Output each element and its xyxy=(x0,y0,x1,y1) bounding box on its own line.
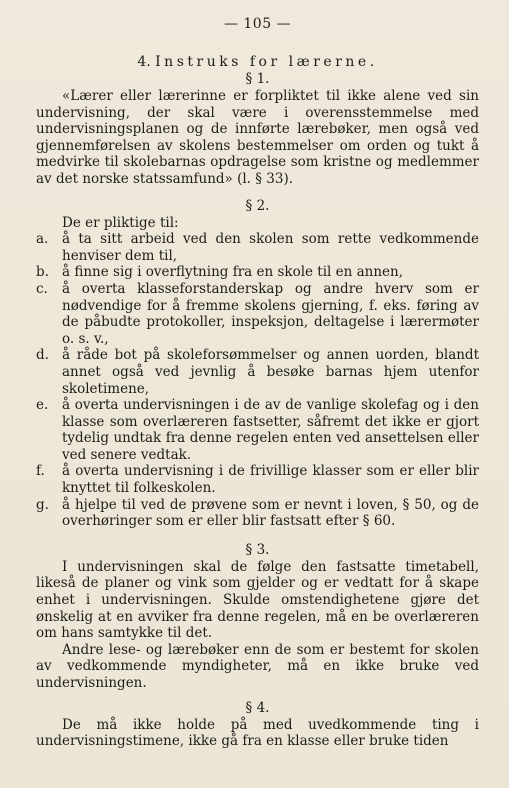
paragraph-4-text: De må ikke holde på med uvedkommende ting i undervisningstimene, ikke gå fra en klasse eller bruke tiden xyxy=(36,716,479,750)
paragraph-3-text: I undervisningen skal de følge den fastsatte timetabell, likeså de planer og vink som gjelder og er vedtatt for å skape enhet i undervisningen. Skulde omstendighetene gjøre det ønskelig at en avviker fra denne regelen, må en be overlæreren om hans samtykke til det. xyxy=(36,558,479,642)
paragraph-3-text-continued: Andre lese- og lærebøker enn de som er bestemt for skolen av vedkommende myndigheter, må en ikke bruke ved undervisningen. xyxy=(36,641,479,691)
list-item-letter: d. xyxy=(36,347,49,364)
list-item xyxy=(36,231,479,264)
paragraph-mark-1: § 1. xyxy=(245,71,270,87)
page-number: — 105 — xyxy=(223,16,292,32)
paragraph-mark-3: § 3. xyxy=(245,541,270,558)
list-item xyxy=(36,397,479,463)
paragraph-mark-2: § 2. xyxy=(245,197,270,214)
paragraph-mark-4: § 4. xyxy=(245,699,270,716)
list-item-text: å overta undervisning i de frivillige klasser som er eller blir knyttet til folkeskolen. xyxy=(62,463,479,497)
list-item-letter: e. xyxy=(36,397,49,414)
list-item-text: å overta klasseforstanderskap og andre hverv som er nødvendige for å fremme skolens gjerning, f. eks. føring av de påbudte protokoller, inspeksjon, deltagelse i lærermøter o. s. v., xyxy=(62,280,479,347)
list-item-letter: f. xyxy=(36,463,45,480)
duties-list xyxy=(36,231,479,530)
list-item-letter: g. xyxy=(36,496,49,513)
list-item-letter: c. xyxy=(36,280,48,297)
section-heading xyxy=(36,54,479,71)
list-item xyxy=(36,264,479,281)
list-item xyxy=(36,281,479,347)
section-number: 4. xyxy=(137,54,151,70)
list-item xyxy=(36,347,479,397)
list-item-text: å hjelpe til ved de prøvene som er nevnt i loven, § 50, og de overhøringer som er eller blir fastsatt efter § 60. xyxy=(62,496,479,530)
list-item-text: å råde bot på skoleforsømmelser og annen uorden, blandt annet også ved jevnlig å besøke barnas hjem utenfor skoletimene, xyxy=(62,347,479,397)
paragraph-1-text: «Lærer eller lærerinne er forpliktet til ikke alene ved sin undervisning, der skal være i overensstemmelse med undervisningsplanen og de innførte lærebøker, men også ved gjennemførelsen av skolens bestemmelser om orden og tukt å medvirke til skolebarnas opdragelse som kristne og medlemmer av det norske statssamfund» (l. § 33). xyxy=(36,88,479,187)
list-item-text: å overta undervisningen i de av de vanlige skolefag og i den klasse som overlæreren fastsetter, såfremt det ikke er gjort tydelig undtak fra denne regelen enten ved ansettelsen eller ved senere vedtak. xyxy=(62,397,479,463)
paragraph-2-intro: De er pliktige til: xyxy=(62,214,179,231)
list-item-letter: b. xyxy=(36,264,49,281)
list-item-text: å finne sig i overflytning fra en skole til en annen, xyxy=(62,264,404,281)
list-item-text: å ta sitt arbeid ved den skolen som rette vedkommende henviser dem til, xyxy=(62,231,479,264)
list-item xyxy=(36,497,479,530)
list-item-letter: a. xyxy=(36,231,49,248)
section-title: Instruks for lærerne. xyxy=(155,54,378,70)
list-item xyxy=(36,463,479,496)
